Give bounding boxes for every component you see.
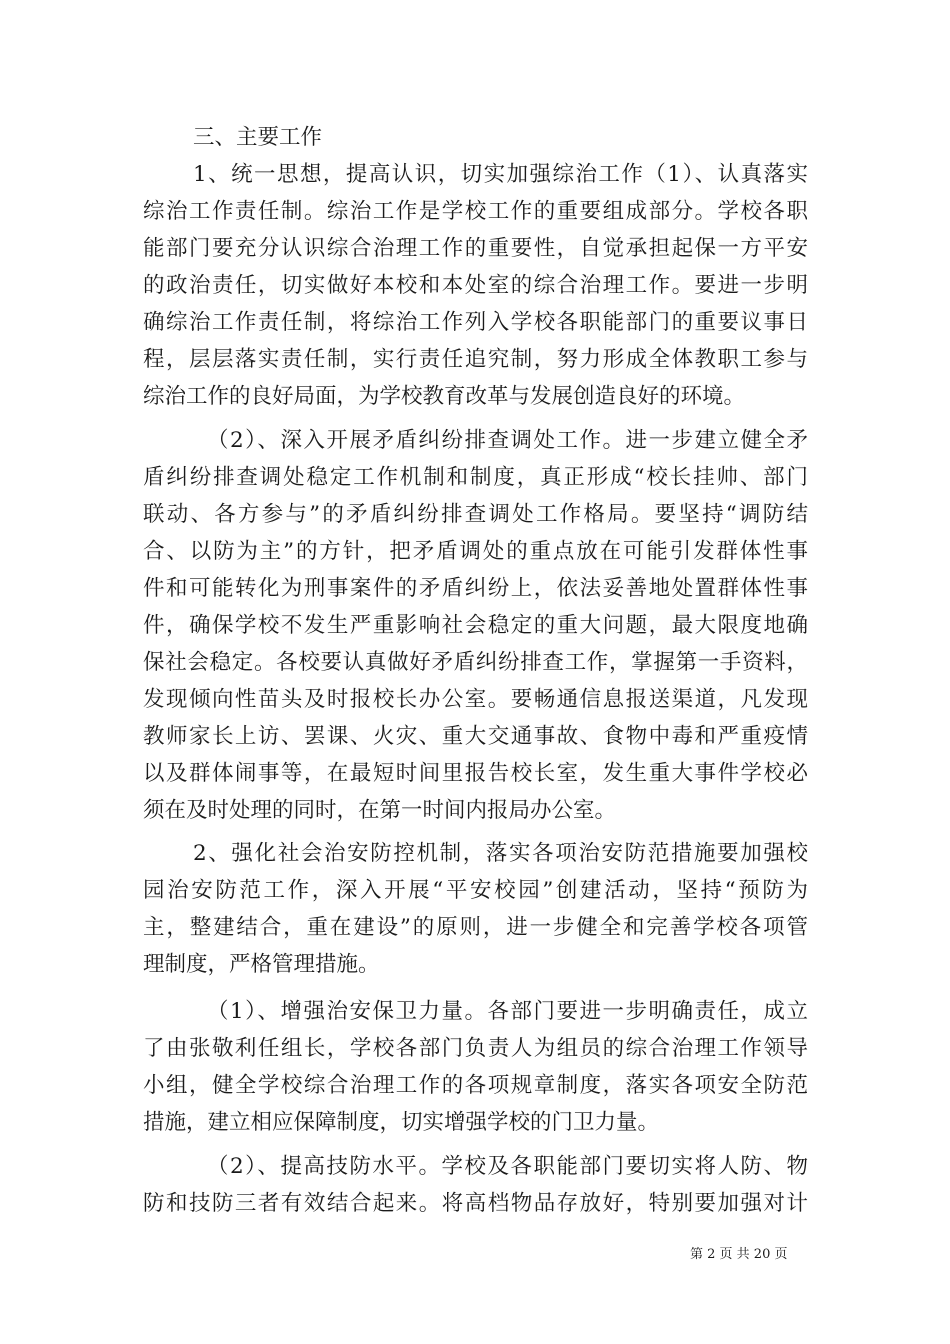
paragraph-line: 件，确保学校不发生严重影响社会稳定的重大问题，最大限度地确: [143, 613, 808, 638]
section-heading: 三、主要工作: [193, 125, 323, 150]
paragraph-line: 主，整建结合，重在建设”的原则，进一步健全和完善学校各项管: [143, 915, 808, 940]
paragraph-line: （2）、深入开展矛盾纠纷排查调处工作。进一步建立健全矛: [207, 428, 808, 453]
paragraph-line: 综治工作责任制。综治工作是学校工作的重要组成部分。学校各职: [143, 199, 808, 224]
paragraph-line: 件和可能转化为刑事案件的矛盾纠纷上，依法妥善地处置群体性事: [143, 576, 808, 601]
paragraph-line: 小组，健全学校综合治理工作的各项规章制度，落实各项安全防范: [143, 1073, 808, 1098]
paragraph-line: 2、强化社会治安防控机制，落实各项治安防范措施要加强校: [193, 841, 808, 866]
paragraph-line: 程，层层落实责任制，实行责任追究制，努力形成全体教职工参与: [143, 347, 808, 372]
paragraph-line: 盾纠纷排查调处稳定工作机制和制度，真正形成“校长挂帅、部门: [143, 465, 808, 490]
paragraph-line: 保社会稳定。各校要认真做好矛盾纠纷排查工作，掌握第一手资料，: [143, 650, 808, 675]
paragraph-line: 的政治责任，切实做好本校和本处室的综合治理工作。要进一步明: [143, 273, 808, 298]
paragraph-line: （2）、提高技防水平。学校及各职能部门要切实将人防、物: [207, 1154, 808, 1179]
paragraph-line: 1、统一思想，提高认识，切实加强综治工作（1）、认真落实: [193, 162, 808, 187]
paragraph-line: （1）、增强治安保卫力量。各部门要进一步明确责任，成立: [207, 999, 808, 1024]
paragraph-line: 综治工作的良好局面，为学校教育改革与发展创造良好的环境。: [143, 384, 746, 409]
paragraph-line: 联动、各方参与”的矛盾纠纷排查调处工作格局。要坚持“调防结: [143, 502, 808, 527]
paragraph-line: 措施，建立相应保障制度，切实增强学校的门卫力量。: [143, 1110, 660, 1135]
paragraph-line: 以及群体闹事等，在最短时间里报告校长室，发生重大事件学校必: [143, 761, 808, 786]
paragraph-line: 发现倾向性苗头及时报校长办公室。要畅通信息报送渠道，凡发现: [143, 687, 808, 712]
paragraph-line: 理制度，严格管理措施。: [143, 952, 380, 977]
paragraph-line: 须在及时处理的同时，在第一时间内报局办公室。: [143, 798, 617, 823]
paragraph-line: 确综治工作责任制，将综治工作列入学校各职能部门的重要议事日: [143, 310, 808, 335]
paragraph-line: 合、以防为主”的方针，把矛盾调处的重点放在可能引发群体性事: [143, 539, 808, 564]
paragraph-line: 了由张敬利任组长，学校各部门负责人为组员的综合治理工作领导: [143, 1036, 808, 1061]
paragraph-line: 园治安防范工作，深入开展“平安校园”创建活动，坚持“预防为: [143, 878, 808, 903]
paragraph-line: 能部门要充分认识综合治理工作的重要性，自觉承担起保一方平安: [143, 236, 808, 261]
page-number: 第 2 页 共 20 页: [690, 1247, 788, 1262]
paragraph-line: 防和技防三者有效结合起来。将高档物品存放好，特别要加强对计: [143, 1191, 808, 1216]
paragraph-line: 教师家长上访、罢课、火灾、重大交通事故、食物中毒和严重疫情: [143, 724, 808, 749]
